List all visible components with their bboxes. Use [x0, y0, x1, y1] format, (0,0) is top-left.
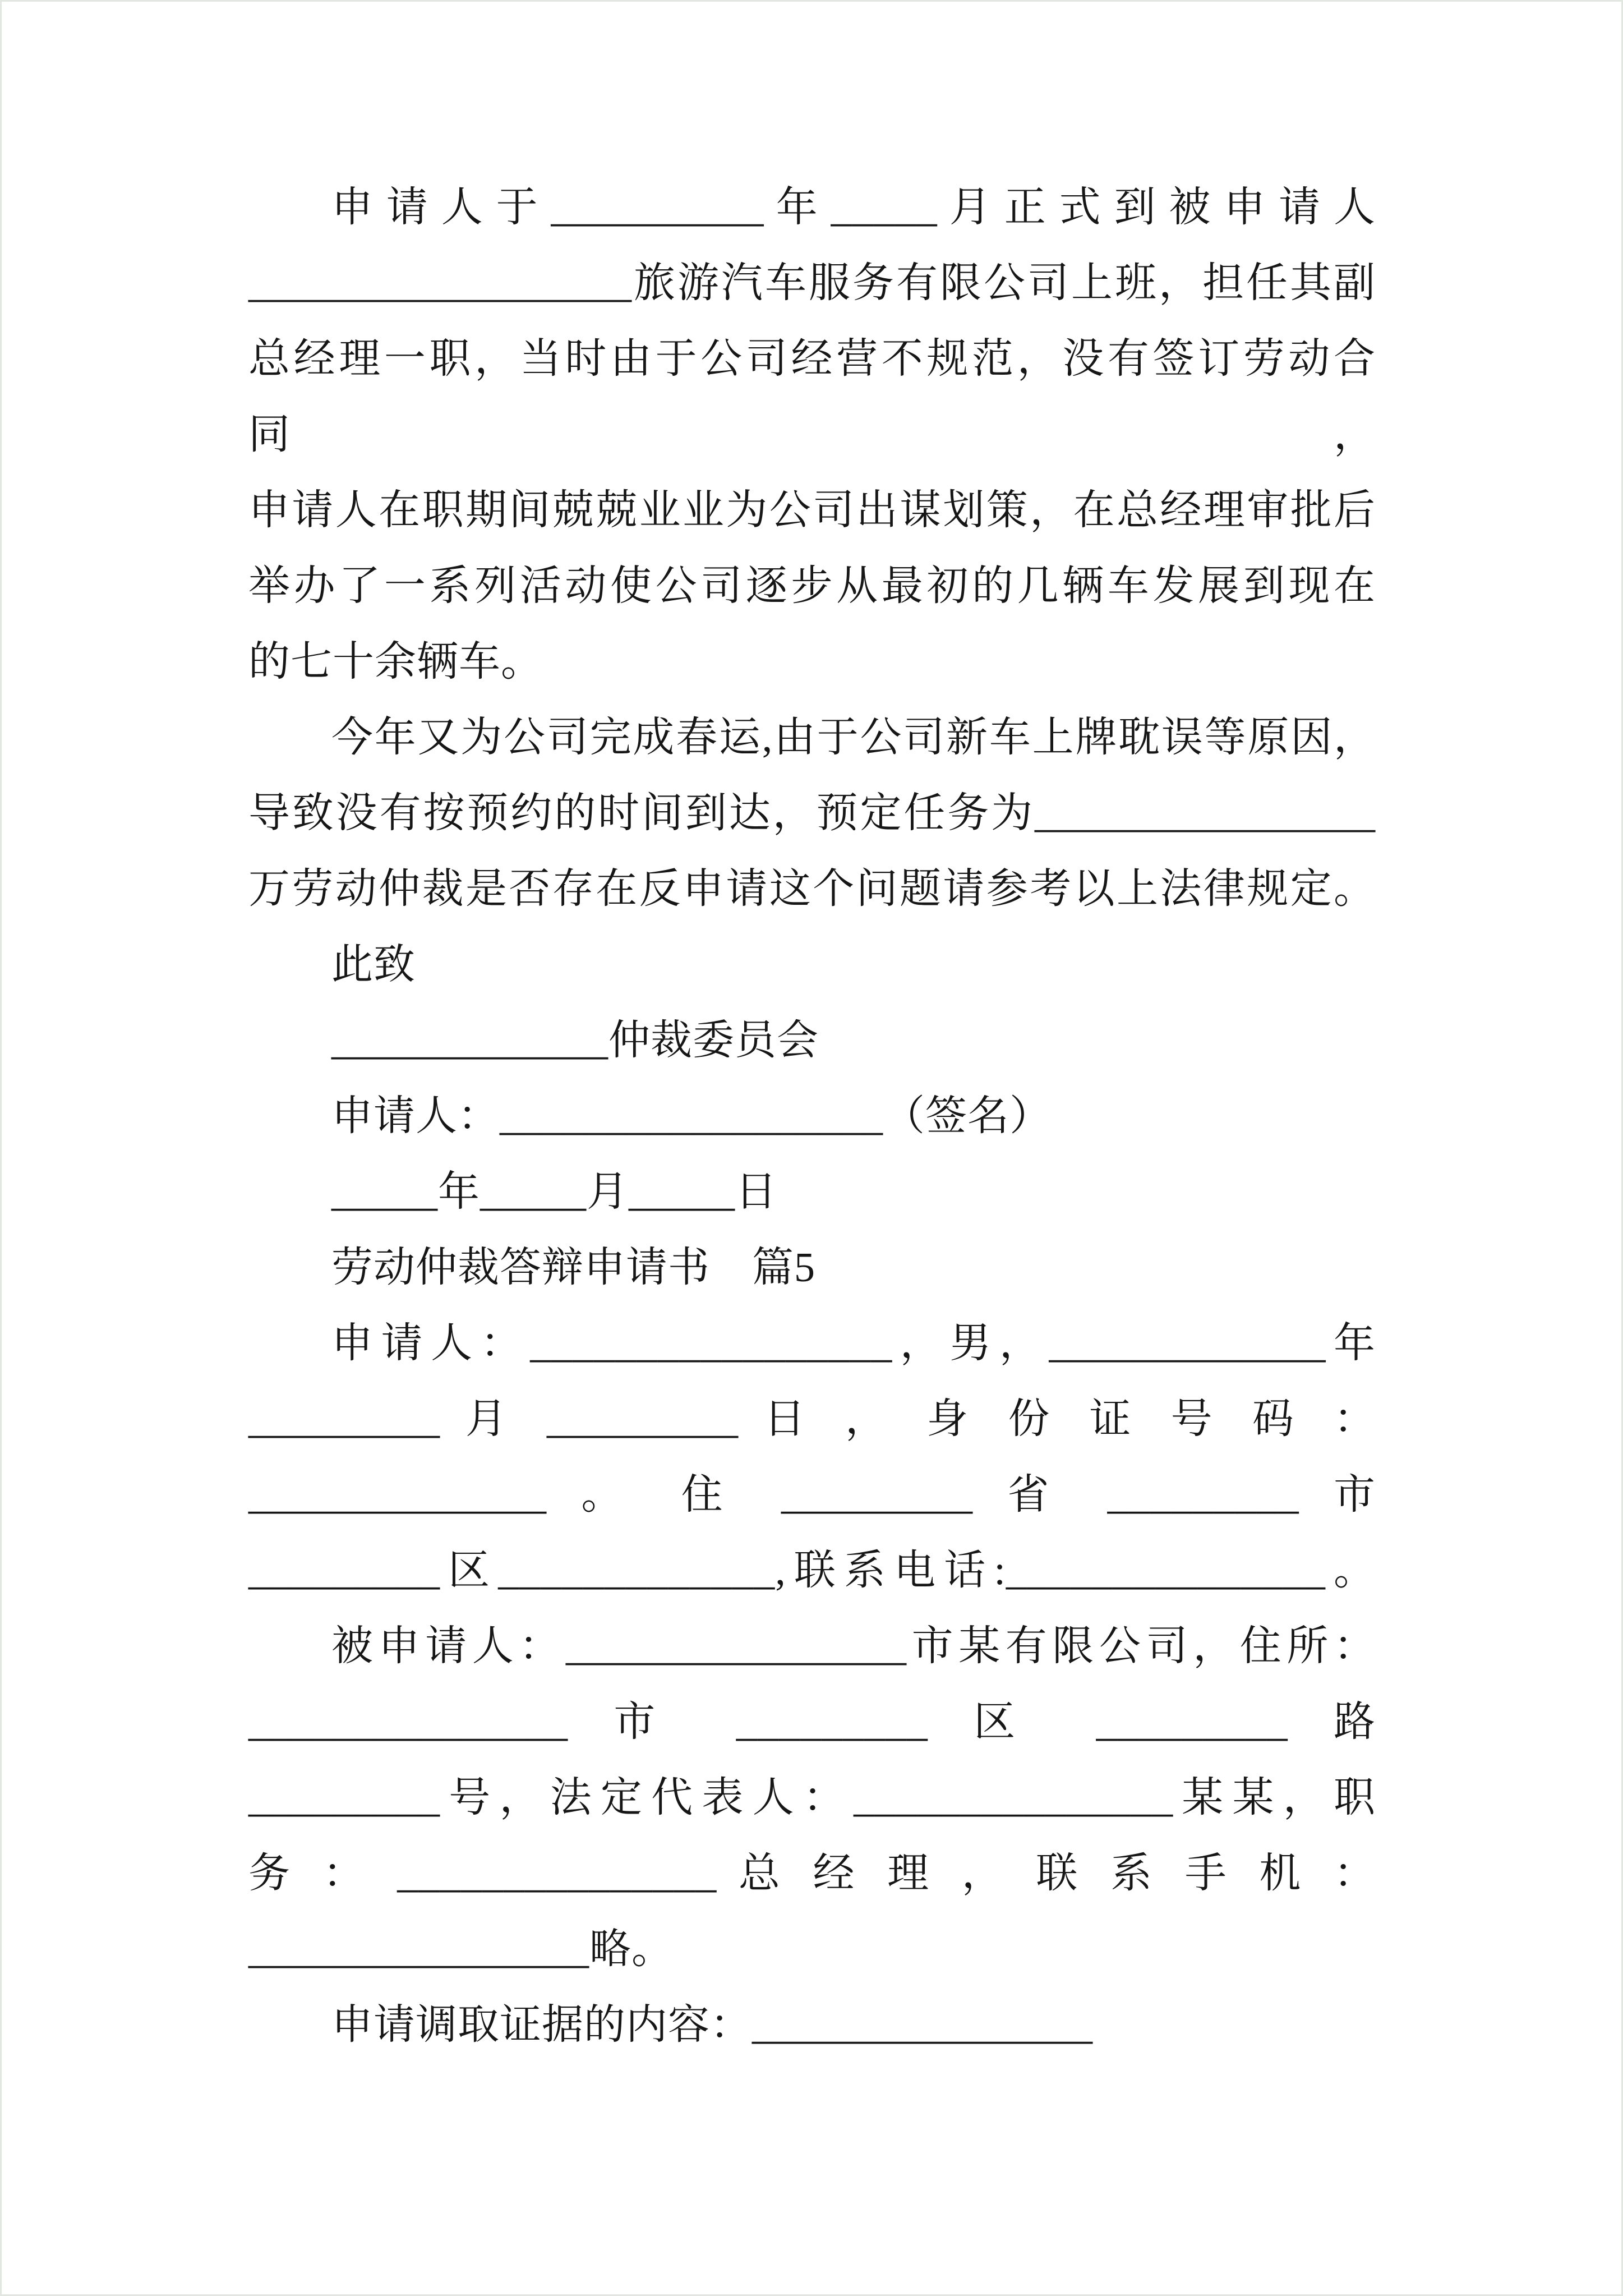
text-line: _______________ 市 _________ 区 _________ 路: [248, 1699, 1376, 1745]
section-title: 劳动仲裁答辩申请书 篇5: [331, 1245, 815, 1291]
text-line: 申请调取证据的内容：________________: [331, 2002, 1093, 2048]
text-line: 的七十余辆车。: [248, 639, 543, 685]
text-line: ________________略。: [248, 1926, 674, 1972]
text-line: 举办了一系列活动使公司逐步从最初的几辆车发展到现在: [248, 563, 1376, 609]
text-line: _________区_____________,联系电话:_______________。: [248, 1548, 1376, 1594]
text-line: 此致: [331, 942, 416, 988]
text-line: 被申请人：________________市某有限公司，住所：: [331, 1623, 1376, 1669]
text-line: 申 请 人 于 __________ 年 _____ 月 正 式 到 被 申 请 人: [331, 185, 1376, 231]
text-line: 申请人：_________________，男，_____________年: [331, 1320, 1376, 1366]
text-line: 务 ： _______________ 总 经 理 ， 联 系 手 机 ：: [248, 1851, 1376, 1897]
text-line: 万劳动仲裁是否存在反申请这个问题请参考以上法律规定。: [248, 866, 1376, 912]
text-line: 申请人在职期间兢兢业业为公司出谋划策，在总经理审批后: [248, 487, 1376, 533]
text-line: 总经理一职，当时由于公司经营不规范，没有签订劳动合同，: [248, 336, 1376, 458]
text-line: __________________旅游汽车服务有限公司上班，担任其副: [248, 260, 1376, 306]
text-line: 今年又为公司完成春运,由于公司新车上牌耽误等原因，: [331, 715, 1376, 761]
document-body: [248, 170, 1376, 2063]
text-line: 申请人：__________________（签名）: [331, 1093, 1052, 1139]
text-line: _________号，法定代表人：_______________某某，职: [248, 1775, 1376, 1821]
text-line: ______________ 。 住 _________ 省 _________ 市: [248, 1472, 1376, 1518]
text-line: _____________仲裁委员会: [331, 1018, 819, 1064]
text-line: _____年_____月_____日: [331, 1169, 777, 1215]
text-line: _________ 月 _________ 日 ， 身 份 证 号 码 ：: [248, 1396, 1376, 1442]
text-line: 导致没有按预约的时间到达，预定任务为________________: [248, 790, 1376, 836]
